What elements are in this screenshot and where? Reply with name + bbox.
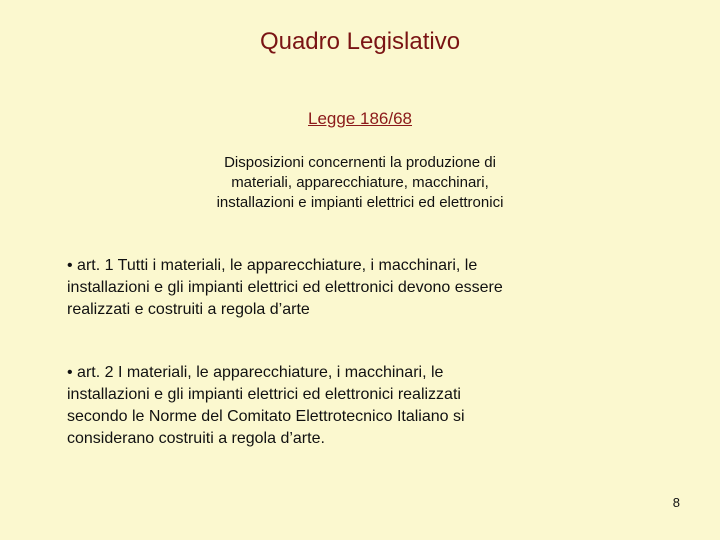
article-2-line: considerano costruiti a regola d’arte. xyxy=(67,430,325,447)
slide-title: Quadro Legislativo xyxy=(259,28,461,55)
article-2-line: secondo le Norme del Comitato Elettrotecnico Italiano si xyxy=(67,408,465,425)
article-1-line: installazioni e gli impianti elettrici ed elettronici devono essere xyxy=(67,279,503,296)
article-1-line: • art. 1 Tutti i materiali, le apparecchiature, i macchinari, le xyxy=(67,257,478,274)
law-description-line: Disposizioni concernenti la produzione di xyxy=(224,154,496,171)
law-description-line: materiali, apparecchiature, macchinari, xyxy=(231,174,489,191)
article-2 xyxy=(67,362,587,450)
law-reference: Legge 186/68 xyxy=(308,109,412,128)
law-description xyxy=(170,153,550,213)
article-2-line: • art. 2 I materiali, le apparecchiature, i macchinari, le xyxy=(67,364,444,381)
law-description-line: installazioni e impianti elettrici ed elettronici xyxy=(216,194,504,211)
article-1-line: realizzati e costruiti a regola d’arte xyxy=(67,301,310,318)
page-number: 8 xyxy=(672,495,680,510)
article-1 xyxy=(67,255,587,321)
article-2-line: installazioni e gli impianti elettrici ed elettronici realizzati xyxy=(67,386,461,403)
